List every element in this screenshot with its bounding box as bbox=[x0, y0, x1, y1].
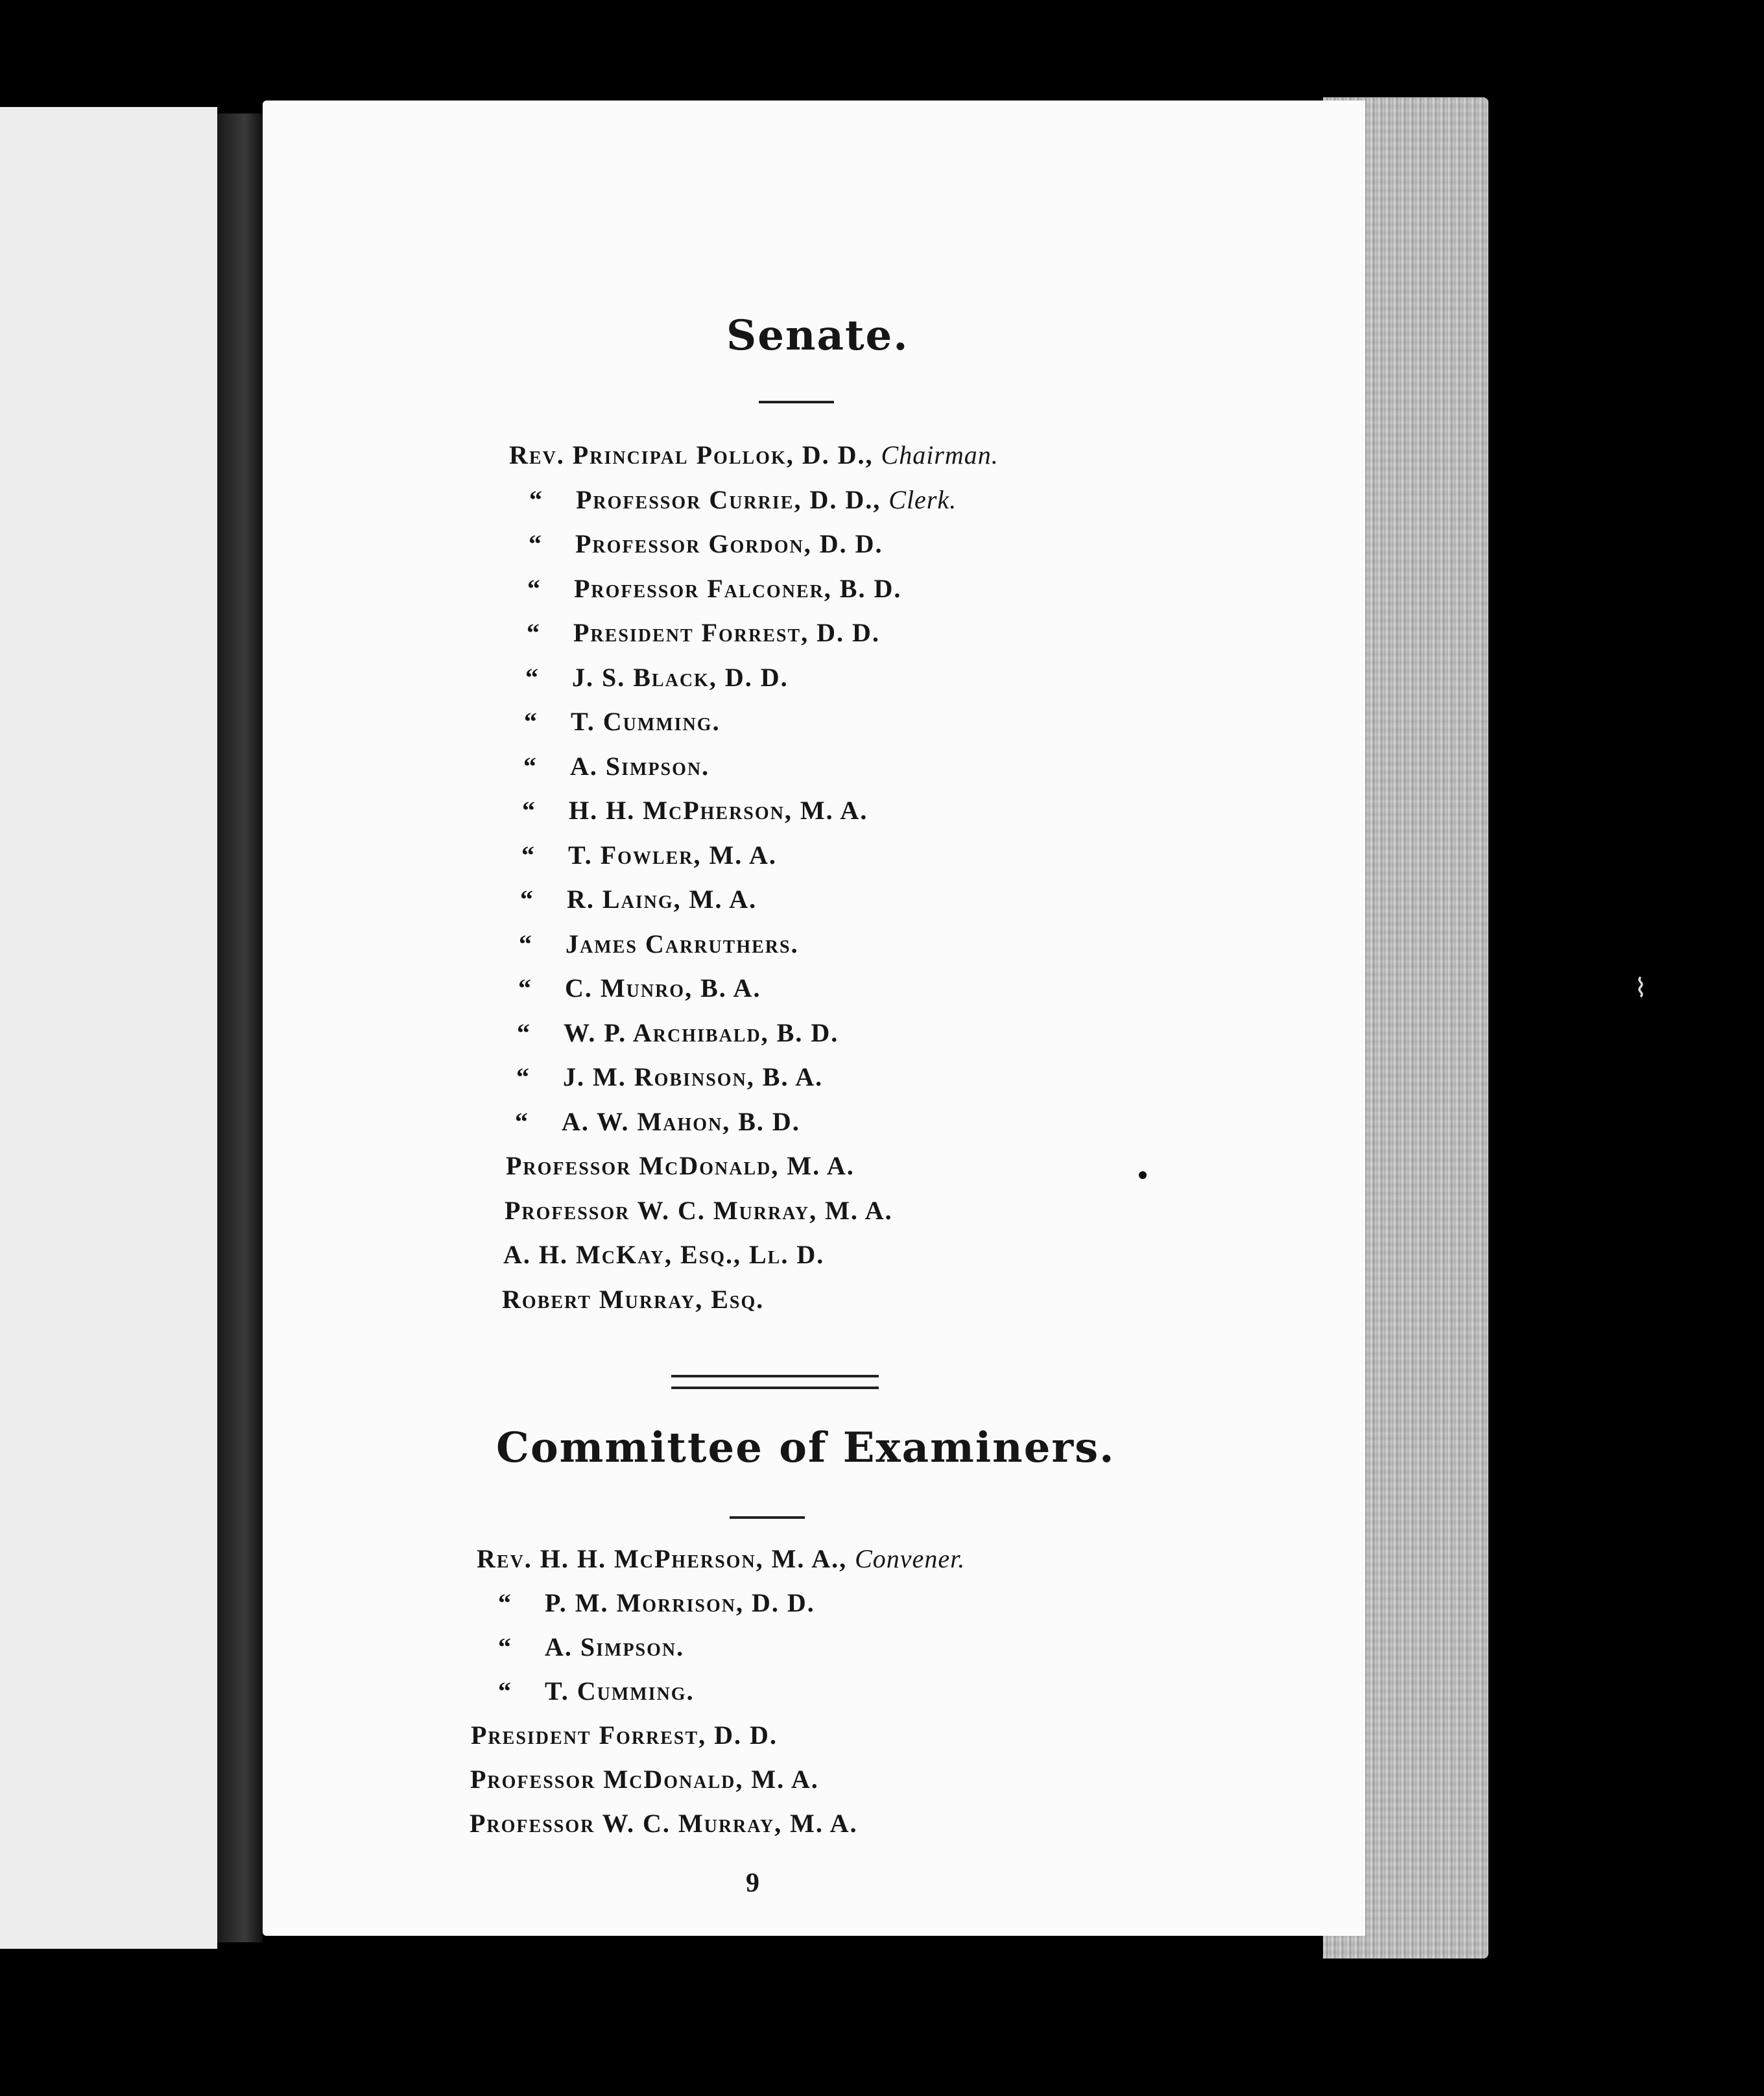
entry-role: Clerk. bbox=[888, 484, 957, 514]
entry-name: A. Simpson. bbox=[570, 751, 710, 781]
senate-entry bbox=[506, 1150, 855, 1181]
senate-entry bbox=[502, 1284, 764, 1315]
entry-name: A. H. McKay, Esq., Ll. D. bbox=[503, 1240, 825, 1269]
senate-entry bbox=[524, 706, 721, 737]
senate-entry bbox=[505, 1195, 893, 1226]
senate-entry bbox=[522, 795, 868, 826]
entry-name: T. Fowler, M. A. bbox=[568, 840, 777, 870]
committee-entry bbox=[471, 1720, 778, 1750]
senate-entry bbox=[515, 1106, 800, 1137]
senate-entry bbox=[517, 1018, 839, 1048]
entry-prefix: “ bbox=[521, 840, 536, 870]
entry-prefix: “ bbox=[524, 707, 538, 736]
entry-name: A. Simpson. bbox=[545, 1632, 685, 1661]
book-gutter bbox=[217, 113, 263, 1942]
senate-entry bbox=[521, 840, 777, 870]
entry-name: Professor Gordon, D. D. bbox=[575, 529, 883, 558]
senate-entry bbox=[529, 529, 883, 559]
senate-entry bbox=[503, 1239, 824, 1270]
senate-heading: Senate. bbox=[726, 311, 909, 360]
ink-speck bbox=[1139, 1171, 1147, 1179]
page-number: 9 bbox=[746, 1868, 759, 1898]
entry-prefix: “ bbox=[525, 662, 540, 692]
entry-name: President Forrest, D. D. bbox=[573, 618, 880, 647]
senate-rule bbox=[759, 401, 834, 403]
entry-prefix: “ bbox=[529, 484, 543, 514]
section-divider bbox=[671, 1375, 879, 1389]
committee-heading: Committee of Examiners. bbox=[496, 1423, 1115, 1472]
entry-name: President Forrest, D. D. bbox=[471, 1721, 778, 1750]
entry-prefix: “ bbox=[515, 1106, 529, 1136]
entry-name: T. Cumming. bbox=[545, 1676, 695, 1706]
entry-prefix: “ bbox=[519, 929, 533, 959]
entry-prefix: “ bbox=[517, 1018, 531, 1047]
entry-prefix: “ bbox=[498, 1588, 512, 1617]
entry-role: Chairman. bbox=[881, 440, 999, 470]
committee-entry bbox=[470, 1764, 819, 1794]
entry-prefix: Rev. bbox=[509, 440, 565, 470]
entry-name: Professor McDonald, M. A. bbox=[470, 1765, 819, 1794]
facing-page bbox=[0, 107, 217, 1949]
entry-name: T. Cumming. bbox=[571, 707, 721, 736]
committee-entry bbox=[498, 1632, 684, 1662]
entry-role: Convener. bbox=[855, 1544, 966, 1573]
scan-marks: ⌇ bbox=[1634, 973, 1647, 1003]
entry-name: James Carruthers. bbox=[566, 929, 799, 959]
entry-name: H. H. McPherson, M. A. bbox=[569, 796, 868, 825]
senate-entry bbox=[516, 1062, 823, 1092]
entry-prefix: “ bbox=[520, 885, 534, 914]
entry-name: Principal Pollok, D. D., bbox=[572, 440, 874, 470]
committee-rule bbox=[730, 1516, 805, 1519]
entry-prefix: “ bbox=[516, 1062, 530, 1091]
entry-name: W. P. Archibald, B. D. bbox=[564, 1018, 839, 1047]
entry-prefix: “ bbox=[518, 973, 532, 1003]
entry-name: Robert Murray, Esq. bbox=[502, 1284, 765, 1314]
committee-entry bbox=[498, 1588, 815, 1618]
entry-name: C. Munro, B. A. bbox=[565, 973, 761, 1003]
entry-prefix: “ bbox=[529, 529, 543, 558]
entry-prefix: “ bbox=[522, 796, 536, 825]
entry-prefix: “ bbox=[498, 1676, 512, 1706]
entry-prefix: “ bbox=[527, 573, 542, 603]
entry-prefix: “ bbox=[523, 751, 538, 781]
entry-name: P. M. Morrison, D. D. bbox=[545, 1588, 815, 1617]
entry-name: J. M. Robinson, B. A. bbox=[563, 1062, 824, 1091]
entry-name: J. S. Black, D. D. bbox=[572, 662, 789, 692]
entry-prefix: “ bbox=[498, 1632, 512, 1661]
entry-name: A. W. Mahon, B. D. bbox=[562, 1106, 800, 1136]
entry-name: Professor Falconer, B. D. bbox=[574, 573, 902, 603]
senate-entry bbox=[520, 884, 757, 914]
senate-entry bbox=[519, 929, 799, 959]
entry-name: Professor W. C. Murray, M. A. bbox=[505, 1195, 893, 1225]
entry-name: Professor Currie, D. D., bbox=[576, 484, 881, 514]
senate-entry bbox=[527, 617, 880, 648]
senate-entry bbox=[527, 573, 901, 604]
entry-prefix: “ bbox=[527, 618, 541, 647]
senate-entry bbox=[529, 484, 957, 515]
entry-name: Professor W. C. Murray, M. A. bbox=[470, 1809, 858, 1838]
senate-entry bbox=[509, 440, 999, 470]
committee-entry bbox=[477, 1543, 965, 1574]
entry-name: H. H. McPherson, M. A., bbox=[540, 1544, 848, 1573]
committee-entry bbox=[498, 1676, 695, 1706]
committee-entry bbox=[470, 1808, 858, 1839]
entry-name: R. Laing, M. A. bbox=[567, 885, 757, 914]
senate-entry bbox=[525, 662, 789, 693]
senate-entry bbox=[523, 751, 709, 781]
entry-name: Professor McDonald, M. A. bbox=[506, 1151, 855, 1180]
entry-prefix: Rev. bbox=[477, 1544, 532, 1573]
senate-entry bbox=[518, 973, 761, 1003]
